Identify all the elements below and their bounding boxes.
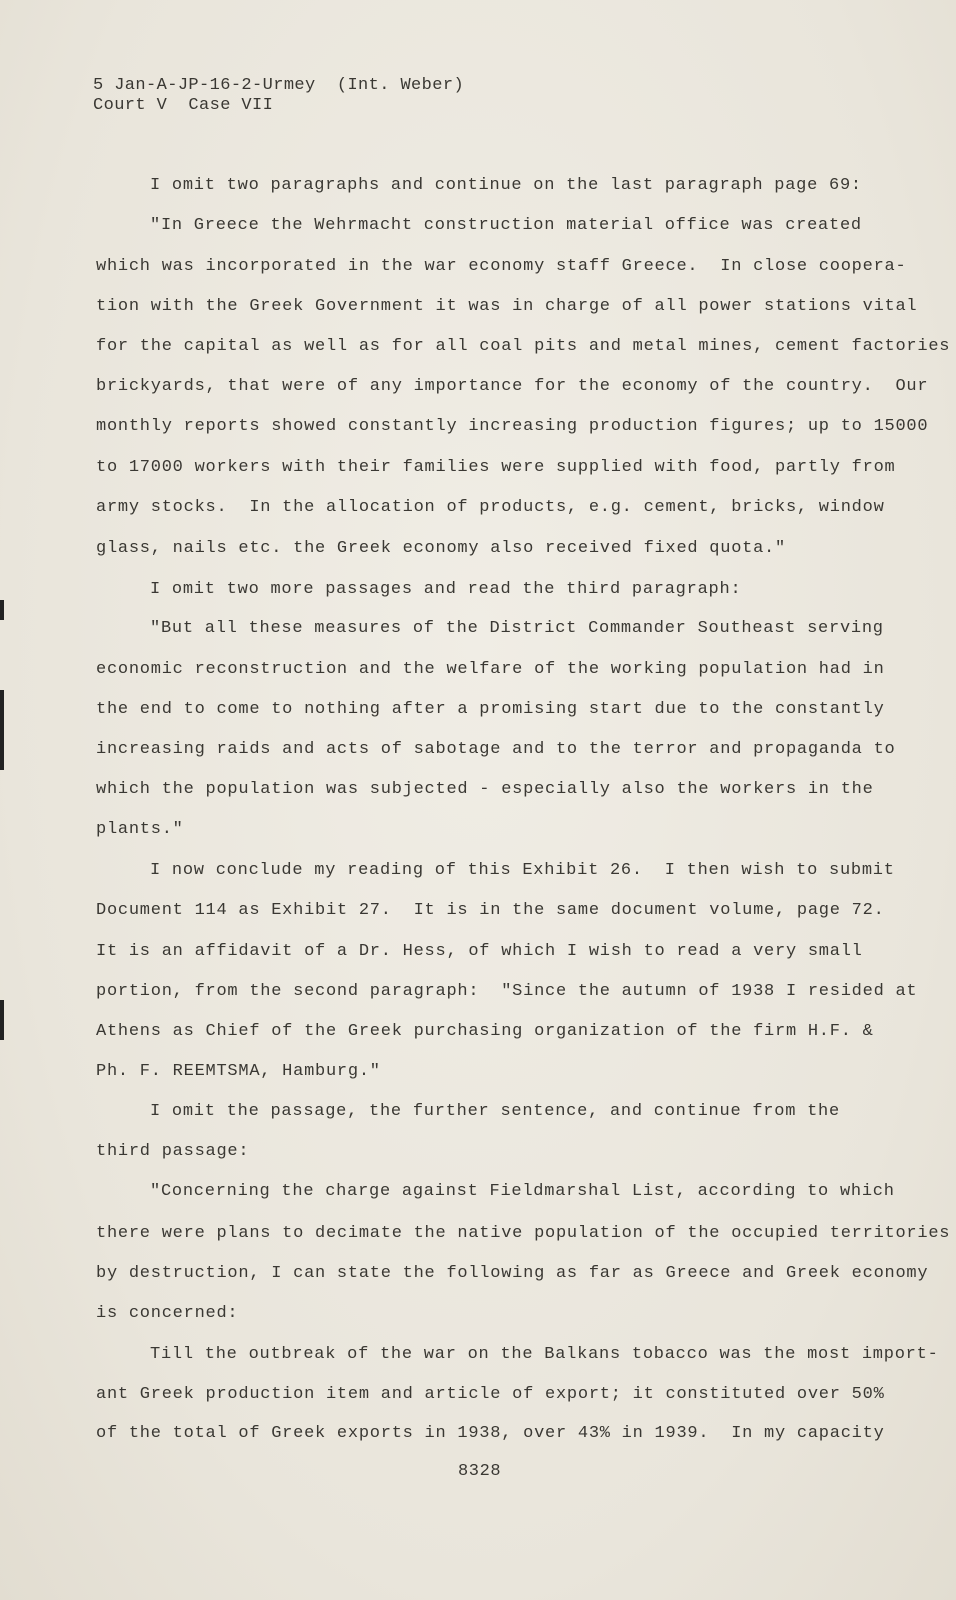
text-line: It is an affidavit of a Dr. Hess, of which I wish to read a very small: [96, 942, 863, 961]
text-line: Ph. F. REEMTSMA, Hamburg.": [96, 1062, 381, 1081]
text-line: which the population was subjected - especially also the workers in the: [96, 780, 874, 799]
text-line: by destruction, I can state the following as far as Greece and Greek economy: [96, 1264, 929, 1283]
text-line: "In Greece the Wehrmacht construction material office was created: [150, 216, 862, 235]
text-line: there were plans to decimate the native population of the occupied territories: [96, 1224, 951, 1243]
text-line: glass, nails etc. the Greek economy also received fixed quota.": [96, 539, 786, 558]
margin-mark: [0, 690, 4, 770]
margin-mark: [0, 600, 4, 620]
text-line: I omit two more passages and read the third paragraph:: [150, 580, 742, 599]
text-line: for the capital as well as for all coal pits and metal mines, cement factories: [96, 337, 951, 356]
text-line: Athens as Chief of the Greek purchasing organization of the firm H.F. &: [96, 1022, 874, 1041]
text-line: which was incorporated in the war economy staff Greece. In close coopera-: [96, 257, 907, 276]
margin-mark: [0, 1000, 4, 1040]
text-line: portion, from the second paragraph: "Since the autumn of 1938 I resided at: [96, 982, 918, 1001]
text-line: third passage:: [96, 1142, 250, 1161]
text-line: "But all these measures of the District Commander Southeast serving: [150, 619, 884, 638]
text-line: monthly reports showed constantly increasing production figures; up to 15000: [96, 417, 929, 436]
header-court-case: Court V Case VII: [93, 96, 274, 115]
text-line: brickyards, that were of any importance for the economy of the country. Our: [96, 377, 929, 396]
text-line: I now conclude my reading of this Exhibit 26. I then wish to submit: [150, 861, 895, 880]
text-line: the end to come to nothing after a promising start due to the constantly: [96, 700, 885, 719]
header-reference: 5 Jan-A-JP-16-2-Urmey (Int. Weber): [93, 76, 465, 95]
text-line: army stocks. In the allocation of products, e.g. cement, bricks, window: [96, 498, 885, 517]
text-line: ant Greek production item and article of export; it constituted over 50%: [96, 1385, 885, 1404]
text-line: Till the outbreak of the war on the Balkans tobacco was the most import-: [150, 1345, 939, 1364]
text-line: I omit the passage, the further sentence, and continue from the: [150, 1102, 840, 1121]
text-line: tion with the Greek Government it was in charge of all power stations vital: [96, 297, 918, 316]
text-line: "Concerning the charge against Fieldmarshal List, according to which: [150, 1182, 895, 1201]
page-number: 8328: [458, 1462, 502, 1481]
text-line: economic reconstruction and the welfare of the working population had in: [96, 660, 885, 679]
text-line: increasing raids and acts of sabotage and to the terror and propaganda to: [96, 740, 896, 759]
text-line: plants.": [96, 820, 184, 839]
text-line: of the total of Greek exports in 1938, over 43% in 1939. In my capacity: [96, 1424, 885, 1443]
text-line: I omit two paragraphs and continue on the last paragraph page 69:: [150, 176, 862, 195]
text-line: to 17000 workers with their families were supplied with food, partly from: [96, 458, 896, 477]
text-line: Document 114 as Exhibit 27. It is in the same document volume, page 72.: [96, 901, 885, 920]
text-line: is concerned:: [96, 1304, 239, 1323]
